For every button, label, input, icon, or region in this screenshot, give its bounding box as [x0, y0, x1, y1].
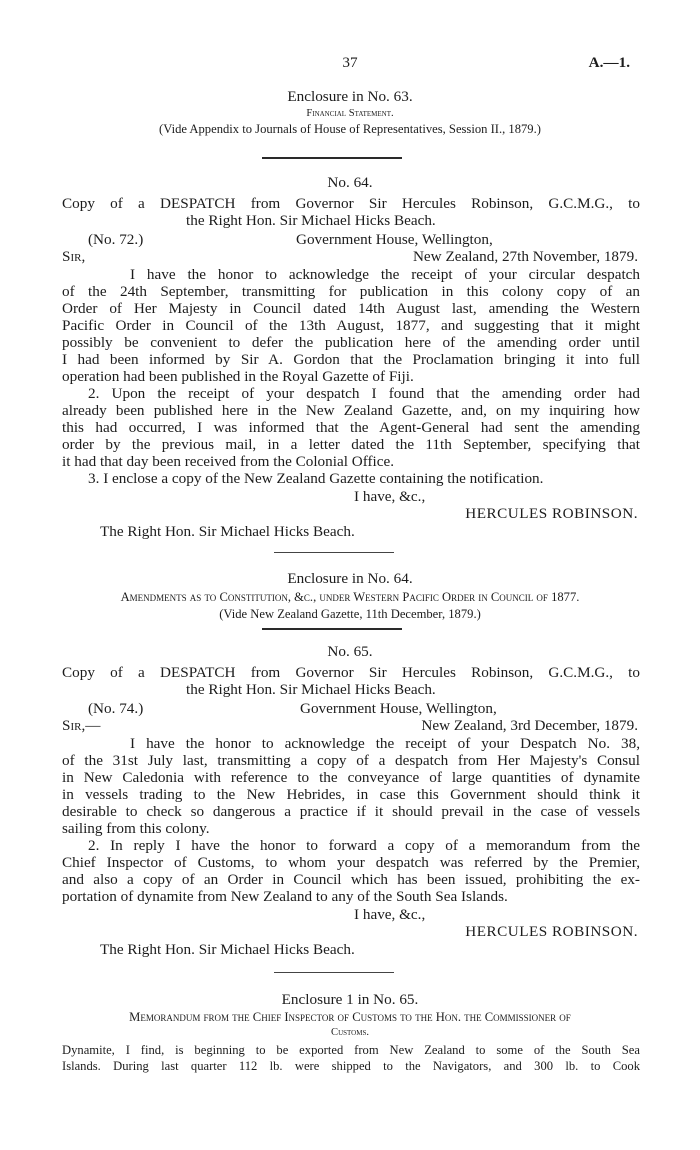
enc1-65-body-line: Dynamite, I find, is beginning to be exported from New Zealand to some of the South Sea: [62, 1043, 640, 1057]
no65-ref-no: (No. 74.): [88, 700, 144, 717]
enc63-vide: (Vide Appendix to Journals of House of Representatives, Session II., 1879.): [159, 122, 541, 136]
no64-addressee: The Right Hon. Sir Michael Hicks Beach.: [100, 523, 355, 540]
no64-signature: HERCULES ROBINSON.: [465, 505, 638, 522]
document-reference: A.—1.: [588, 54, 630, 71]
no64-ref-no: (No. 72.): [88, 231, 144, 248]
no64-para1-line: Pacific Order in Council of the 13th August, 1877, and suggesting that it might: [62, 317, 640, 334]
no64-para2-line: order by the previous mail, in a letter dated the 11th September, specifying that: [62, 436, 640, 453]
enc64-title: Enclosure in No. 64.: [287, 570, 413, 587]
no65-address-line2: New Zealand, 3rd December, 1879.: [421, 717, 638, 734]
no64-para1-line: Order of Her Majesty in Council dated 14th August last, amending the Western: [62, 300, 640, 317]
no64-salutation: Sir,: [62, 248, 86, 265]
no65-number: No. 65.: [327, 643, 373, 660]
no64-heading-line2: the Right Hon. Sir Michael Hicks Beach.: [186, 212, 436, 229]
enc1-65-subtitle-line2: Customs.: [331, 1027, 369, 1038]
no64-para2-line: already been published here in the New Zealand Gazette, and, on my inquiring how: [62, 402, 640, 419]
section-divider: [274, 972, 394, 973]
enc1-65-title: Enclosure 1 in No. 65.: [281, 991, 419, 1008]
enc63-title: Enclosure in No. 63.: [287, 88, 413, 105]
no64-para2-line: this had occurred, I was informed that the Agent-General had sent the amending: [62, 419, 640, 436]
no64-para1-line: possibly be convenient to defer the publication here of the amending order until: [62, 334, 640, 351]
no65-para1-line: desirable to check so dangerous a practice if it should prevail in the case of vessels: [62, 803, 640, 820]
enc64-vide: (Vide New Zealand Gazette, 11th December, 1879.): [219, 607, 481, 621]
no64-para1-line: of the 24th September, transmitting for publication in this colony copy of an: [62, 283, 640, 300]
no65-para1-line: I have the honor to acknowledge the receipt of your Despatch No. 38,: [130, 735, 640, 752]
no64-para1-line: I have the honor to acknowledge the receipt of your circular despatch: [130, 266, 640, 283]
no65-heading-line2: the Right Hon. Sir Michael Hicks Beach.: [186, 681, 436, 698]
enc1-65-body-line: Islands. During last quarter 112 lb. were shipped to the Navigators, and 300 lb. to Cook: [62, 1059, 640, 1073]
no65-para2-line: 2. In reply I have the honor to forward a copy of a memorandum from the: [88, 837, 640, 854]
section-rule: [262, 628, 402, 630]
no65-para1-line: in New Caledonia with reference to the conveyance of large quantities of dynamite: [62, 769, 640, 786]
no65-salutation: Sir,—: [62, 717, 101, 734]
no65-para1-line: of the 31st July last, transmitting a copy of a despatch from Her Majesty's Consul: [62, 752, 640, 769]
enc63-subtitle: Financial Statement.: [306, 108, 394, 119]
no65-para1-line: in vessels trading to the New Hebrides, in case this Government should think it: [62, 786, 640, 803]
no64-para1-line: operation had been published in the Royal Gazette of Fiji.: [62, 368, 414, 385]
section-divider: [274, 552, 394, 553]
no65-para2-line: portation of dynamite from New Zealand to any of the South Sea Islands.: [62, 888, 508, 905]
no65-addressee: The Right Hon. Sir Michael Hicks Beach.: [100, 941, 355, 958]
enc1-65-subtitle-line1: Memorandum from the Chief Inspector of Customs to the Hon. the Commissioner of: [129, 1010, 571, 1024]
no65-para2-line: and also a copy of an Order in Council which has been issued, prohibiting the ex-: [62, 871, 640, 888]
no65-closing: I have, &c.,: [354, 906, 426, 923]
no64-heading-line1: Copy of a DESPATCH from Governor Sir Hercules Robinson, G.C.M.G., to: [62, 195, 640, 212]
section-rule: [262, 157, 402, 159]
no65-para1-line: sailing from this colony.: [62, 820, 210, 837]
enc64-subtitle: Amendments as to Constitution, &c., under Western Pacific Order in Council of 1877.: [120, 590, 580, 604]
no65-address-line1: Government House, Wellington,: [300, 700, 497, 717]
no64-para2-line: 2. Upon the receipt of your despatch I found that the amending order had: [88, 385, 640, 402]
no64-closing: I have, &c.,: [354, 488, 426, 505]
no65-heading-line1: Copy of a DESPATCH from Governor Sir Hercules Robinson, G.C.M.G., to: [62, 664, 640, 681]
no64-address-line2: New Zealand, 27th November, 1879.: [412, 248, 638, 265]
no65-para2-line: Chief Inspector of Customs, to whom your despatch was referred by the Premier,: [62, 854, 640, 871]
page-number: 37: [342, 54, 358, 71]
no64-para1-line: I had been informed by Sir A. Gordon that the Proclamation bringing it into full: [62, 351, 640, 368]
no64-para2-line: it had that day been received from the Colonial Office.: [62, 453, 395, 470]
no64-address-line1: Government House, Wellington,: [296, 231, 493, 248]
no65-signature: HERCULES ROBINSON.: [465, 923, 638, 940]
no64-number: No. 64.: [327, 174, 373, 191]
no64-para3: 3. I enclose a copy of the New Zealand Gazette containing the notification.: [88, 470, 544, 487]
